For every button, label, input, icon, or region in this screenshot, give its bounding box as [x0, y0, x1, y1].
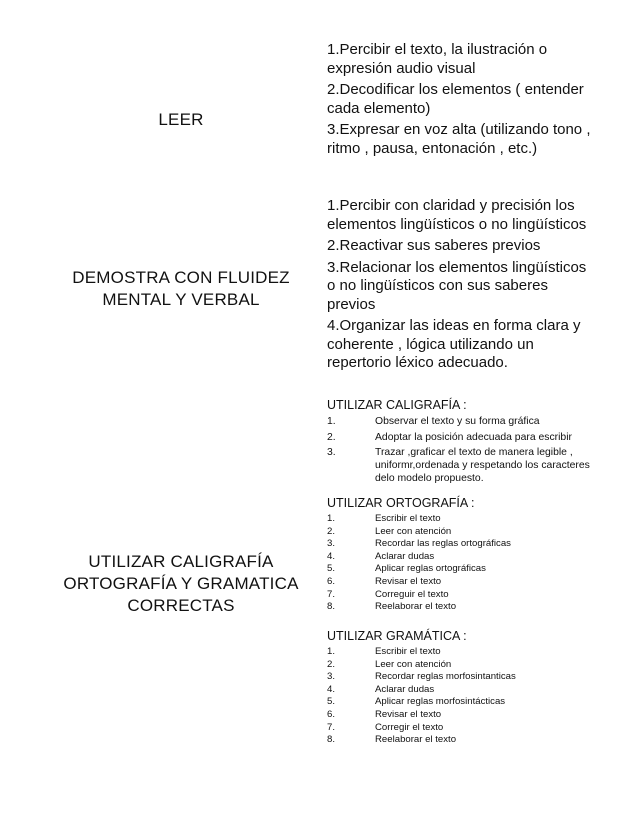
fluidez-steps — [327, 197, 595, 373]
fluidez-step: 4.Organizar las ideas en forma clara y coherente , lógica utilizando un repertorio léxico adecuado. — [327, 317, 581, 371]
ortografia-list — [327, 513, 595, 614]
list-item: 4. Aclarar dudas — [327, 550, 435, 562]
list-item: 3. Recordar reglas morfosintanticas — [327, 671, 516, 683]
list-item: 2. Leer con atención — [327, 658, 452, 670]
list-item: 7. Correguir el texto — [327, 588, 449, 600]
leer-label: LEER — [158, 110, 204, 129]
gramatica-title: UTILIZAR GRAMÁTICA : — [327, 629, 467, 643]
list-item: 7. Corregir el texto — [327, 721, 444, 733]
list-item: 3. Trazar ,graficar el texto de manera legible , uniformr,ordenada y respetando los caracteres delo modelo propuesto. — [327, 447, 590, 484]
caligrafia-label: UTILIZAR CALIGRAFÍA ORTOGRAFÍA Y GRAMATICA CORRECTAS — [63, 552, 299, 615]
gramatica-block — [327, 628, 595, 747]
list-item: 6. Revisar el texto — [327, 708, 442, 720]
caligrafia-title: UTILIZAR CALIGRAFÍA : — [327, 398, 467, 412]
list-item: 4. Aclarar dudas — [327, 683, 435, 695]
list-item: 8. Reelaborar el texto — [327, 601, 457, 613]
fluidez-step: 1.Percibir con claridad y precisión los elementos lingüísticos o no lingüísticos — [327, 197, 587, 233]
leer-step: 1.Percibir el texto, la ilustración o expresión audio visual — [327, 41, 548, 77]
list-item: 1. Observar el texto y su forma gráfica — [327, 416, 540, 427]
list-item: 1. Escribir el texto — [327, 513, 441, 524]
list-item: 6. Revisar el texto — [327, 575, 442, 587]
leer-step: 3.Expresar en voz alta (utilizando tono , ritmo , pausa, entonación , etc.) — [327, 121, 591, 157]
gramatica-list — [327, 646, 595, 747]
list-item: 5. Aplicar reglas ortográficas — [327, 563, 486, 575]
caligrafia-list — [327, 415, 595, 485]
ortografia-title: UTILIZAR ORTOGRAFÍA : — [327, 496, 475, 510]
caligrafia-block — [327, 397, 595, 488]
list-item: 2. Leer con atención — [327, 525, 452, 537]
leer-step: 2.Decodificar los elementos ( entender cada elemento) — [327, 81, 584, 117]
list-item: 2. Adoptar la posición adecuada para escribir — [327, 431, 572, 443]
list-item: 3. Recordar las reglas ortográficas — [327, 538, 511, 550]
list-item: 5. Aplicar reglas morfosintácticas — [327, 696, 506, 708]
ortografia-block — [327, 495, 595, 614]
fluidez-step: 2.Reactivar sus saberes previos — [327, 237, 541, 254]
list-item: 8. Reelaborar el texto — [327, 734, 457, 746]
list-item: 1. Escribir el texto — [327, 646, 441, 657]
fluidez-label: DEMOSTRA CON FLUIDEZ MENTAL Y VERBAL — [72, 268, 290, 309]
fluidez-step: 3.Relacionar los elementos lingüísticos o no lingüísticos con sus saberes previos — [327, 258, 587, 313]
leer-steps — [327, 41, 595, 158]
